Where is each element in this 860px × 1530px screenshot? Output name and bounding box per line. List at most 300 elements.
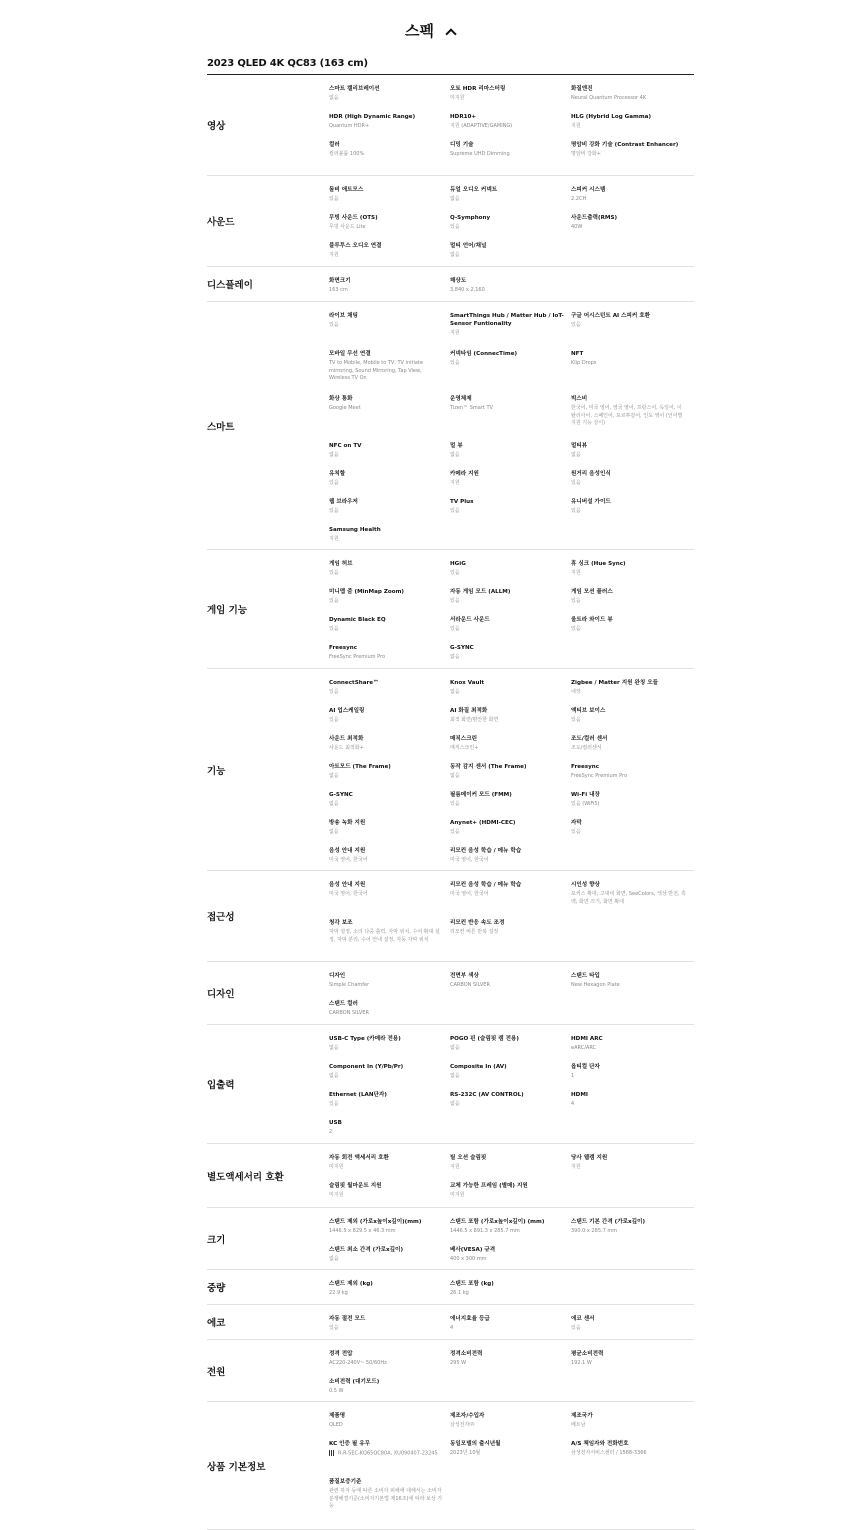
spec-value-text: 있음 (450, 508, 460, 514)
spec-item (450, 85, 565, 103)
spec-item (329, 919, 444, 944)
spec-value-text: 있음 (329, 1101, 339, 1107)
section-category: 영상 (207, 121, 226, 132)
spec-item (329, 588, 444, 606)
spec-value (571, 745, 686, 753)
spec-value (571, 801, 686, 809)
spec-label: 무빙 사운드 (OTS) (329, 215, 378, 221)
spec-item (329, 1350, 444, 1368)
spec-value-text: 있음 (571, 322, 581, 328)
spec-item (450, 560, 565, 578)
spec-value-text: 192.1 W (571, 1360, 592, 1366)
spec-value (450, 1325, 565, 1333)
spec-label: A/S 책임자와 전화번호 (571, 1441, 629, 1447)
spec-value (450, 570, 565, 578)
spec-value-text: 지원 (ADAPTIVE/GAMING) (450, 123, 513, 129)
spec-label: USB (329, 1120, 342, 1126)
spec-section (207, 550, 694, 669)
spec-value-text: 없음 (450, 196, 460, 202)
spec-item (329, 1280, 444, 1298)
spec-label: G-SYNC (329, 792, 353, 798)
spec-label: RS-232C (AV CONTROL) (450, 1092, 524, 1098)
spec-value (329, 1192, 444, 1200)
spec-label: 사운드 최적화 (329, 736, 364, 742)
spec-title: 스펙 (404, 22, 434, 40)
spec-item (329, 644, 444, 662)
spec-value-text: 26.1 kg (450, 1290, 469, 1296)
spec-value (450, 929, 565, 937)
spec-label: Knox Vault (450, 680, 485, 686)
spec-item (450, 442, 565, 460)
spec-value-text: FreeSync Premium Pro (329, 654, 386, 660)
spec-value-text: 없음 (329, 1073, 339, 1079)
spec-value-text: 미지원 (329, 1192, 344, 1198)
spec-item (329, 214, 444, 232)
spec-value-text: 390.0 x 285.7 mm (571, 1228, 618, 1234)
spec-value (450, 330, 565, 338)
spec-value-text: 있음 (571, 1325, 581, 1331)
spec-item (571, 141, 686, 159)
spec-value (571, 1450, 686, 1458)
spec-value-text: 관련 하자 등에 따른 소비자 피해에 대해서는 소비자분쟁해결기준(소비자기본법 제16조)에 따라 보상 가능 (329, 1488, 443, 1509)
spec-value (571, 322, 686, 330)
spec-value-text: 있음 (329, 480, 339, 486)
spec-label: 자막 (571, 820, 582, 826)
spec-label: 동작 감지 센서 (The Frame) (450, 764, 527, 770)
spec-value (571, 689, 686, 697)
spec-label: 화면크기 (329, 278, 351, 284)
section-category: 크기 (207, 1234, 226, 1246)
spec-label: 음성 안내 지원 (329, 882, 366, 888)
spec-value-text: 미지원 (329, 1164, 344, 1170)
spec-item (329, 350, 444, 383)
spec-item (329, 1315, 444, 1333)
spec-item (450, 644, 565, 662)
spec-value-text: 있음 (571, 626, 581, 632)
model-title: 2023 QLED 4K QC83 (163 cm) (207, 58, 368, 69)
spec-value-text: 컬러볼륨 100% (329, 151, 365, 157)
spec-value-text: 1446.5 x 891.3 x 285.7 mm (450, 1228, 520, 1234)
spec-label: 게임 모션 플러스 (571, 589, 613, 595)
spec-value (571, 224, 686, 232)
spec-label: 스탠드 포함 (가로x높이x깊이) (mm) (450, 1219, 545, 1225)
spec-label: 청각 보조 (329, 920, 353, 926)
spec-label: 화상 통화 (329, 396, 353, 402)
spec-item (571, 1035, 686, 1053)
spec-value (571, 717, 686, 725)
spec-label: 웹 브라우저 (329, 499, 358, 505)
spec-value (329, 1388, 444, 1396)
spec-item (450, 1246, 565, 1264)
spec-value (450, 480, 565, 488)
spec-item (329, 141, 444, 159)
spec-label: 디자인 (329, 973, 346, 979)
spec-value-text: eARC/ARC (571, 1045, 597, 1051)
spec-value-text: 리모컨 버튼 반복 설정 (450, 929, 499, 935)
spec-item (450, 350, 565, 368)
spec-value-text: R-R-SEC-KQ65QC80A, XU090407-23245 (338, 1450, 438, 1457)
section-category: 접근성 (207, 912, 235, 923)
spec-section (207, 75, 694, 176)
spec-item (450, 242, 565, 260)
spec-value-text: CARBON SILVER (450, 982, 490, 988)
spec-item (571, 1315, 686, 1333)
spec-value (450, 1422, 565, 1430)
chevron-up-icon[interactable] (445, 28, 456, 39)
spec-label: 제조자/수입자 (450, 1413, 485, 1419)
spec-value-text: 없음 (450, 252, 460, 258)
section-category: 디자인 (207, 989, 235, 1000)
spec-value-text: 미국 영어, 한국어 (450, 857, 489, 863)
spec-value (329, 745, 444, 753)
spec-value-text: 삼성전자서비스센터 / 1588-3366 (571, 1450, 647, 1456)
spec-value (329, 1129, 444, 1137)
spec-label: 멀티 언어/채널 (450, 243, 487, 249)
spec-label: 스피커 시스템 (571, 187, 606, 193)
spec-item (571, 186, 686, 204)
spec-item (571, 791, 686, 809)
spec-section (207, 1305, 694, 1340)
spec-value-text: 있음 (329, 689, 339, 695)
spec-value-text: 없음 (450, 773, 460, 779)
spec-label: 리모컨 음성 학습 / 메뉴 학습 (450, 882, 522, 888)
spec-label: 블루투스 오디오 연결 (329, 243, 382, 249)
spec-value (329, 1101, 444, 1109)
spec-label: NFC on TV (329, 443, 362, 449)
spec-item (450, 679, 565, 697)
section-category: 스마트 (207, 421, 235, 433)
spec-item (450, 1063, 565, 1081)
spec-item (450, 470, 565, 488)
spec-value (329, 829, 444, 837)
spec-section (207, 176, 694, 267)
section-category: 상품 기본정보 (207, 1461, 266, 1473)
section-category: 별도액세서리 호환 (207, 1171, 284, 1183)
spec-value (329, 322, 444, 330)
spec-value (329, 1360, 444, 1368)
spec-item (450, 113, 565, 131)
spec-label: 음성 안내 지원 (329, 848, 366, 854)
spec-item (450, 735, 565, 753)
spec-item (571, 881, 686, 906)
spec-value-text: 있음 (329, 1325, 339, 1331)
spec-label: HDR (High Dynamic Range) (329, 114, 416, 120)
spec-value-text: 0.5 W (329, 1388, 344, 1394)
spec-value (329, 1045, 444, 1053)
spec-value (450, 95, 565, 103)
spec-item (571, 498, 686, 516)
spec-label: 틸 오션 슬림핏 (450, 1155, 487, 1161)
spec-label: TV Plus (450, 499, 474, 505)
spec-item (329, 470, 444, 488)
spec-label: 모바일 무선 연결 (329, 351, 371, 357)
spec-item (329, 763, 444, 781)
spec-item (329, 395, 444, 413)
spec-value-text: 있음 (329, 598, 339, 604)
spec-value-text: 미국 영어, 한국어 (329, 891, 368, 897)
spec-value (571, 982, 686, 990)
spec-value (329, 123, 444, 131)
spec-item (329, 1119, 444, 1137)
spec-value (571, 360, 686, 368)
spec-label: 매직스크린 (450, 736, 478, 742)
spec-label: 자동 회전 액세서리 호환 (329, 1155, 389, 1161)
spec-value-text: 없음 (450, 689, 460, 695)
spec-value (450, 982, 565, 990)
spec-value (571, 1101, 686, 1109)
spec-section (207, 302, 694, 550)
spec-section (207, 1025, 694, 1144)
spec-item (571, 1063, 686, 1081)
spec-value-text: 있음 (329, 196, 339, 202)
spec-label: Zigbee / Matter 지원 완칭 오들 (571, 680, 659, 686)
spec-value (450, 1256, 565, 1264)
spec-item (329, 1246, 444, 1264)
section-category: 중량 (207, 1283, 226, 1294)
spec-value (450, 1045, 565, 1053)
spec-value-text: 있음 (571, 508, 581, 514)
spec-label: Ethernet (LAN단자) (329, 1092, 387, 1098)
spec-value-text: 2 (329, 1129, 333, 1135)
spec-value (450, 745, 565, 753)
spec-label: 유칙할 (329, 471, 346, 477)
spec-label: 커넥타임 (ConnecTime) (450, 351, 518, 357)
spec-label: Q-Symphony (450, 215, 491, 221)
spec-value-text: 2023년 10월 (450, 1450, 481, 1456)
spec-label: 디밍 기술 (450, 142, 474, 148)
spec-item (571, 470, 686, 488)
spec-label: 스마트 캘리브레이션 (329, 86, 380, 92)
spec-label: 화질엔진 (571, 86, 593, 92)
spec-item (450, 791, 565, 809)
spec-label: 미니맵 줌 (MinMap Zoom) (329, 589, 404, 595)
spec-value-text: 매직스크린+ (450, 745, 479, 751)
spec-label: SmartThings Hub / Matter Hub / IoT-Sensor Funtionality (450, 313, 564, 327)
spec-item (571, 85, 686, 103)
spec-label: 소비전력 (대기모드) (329, 1379, 380, 1385)
spec-label: 스탠드 제외 (kg) (329, 1281, 373, 1287)
spec-value (571, 1164, 686, 1172)
spec-label: AI 업스케일링 (329, 708, 365, 714)
spec-value-text: QLED (329, 1422, 343, 1428)
spec-value (329, 1010, 444, 1018)
spec-item (450, 919, 565, 937)
spec-value (329, 508, 444, 516)
spec-value-text: Simple Chamfer (329, 982, 370, 988)
spec-label: Composite In (AV) (450, 1064, 507, 1070)
spec-value (329, 252, 444, 260)
spec-value-text: 4 (571, 1101, 575, 1107)
spec-value (571, 196, 686, 204)
spec-value (329, 405, 444, 413)
spec-value-text: 3,840 x 2,160 (450, 287, 485, 293)
spec-value (329, 1290, 444, 1298)
section-category: 입출력 (207, 1080, 235, 1091)
spec-value (329, 891, 444, 899)
spec-label: 정격소비전력 (450, 1351, 483, 1357)
spec-item (571, 350, 686, 368)
spec-label: USB-C Type (카메라 전용) (329, 1036, 401, 1042)
spec-label: 조도/컬러 센서 (571, 736, 608, 742)
spec-item (571, 1091, 686, 1109)
spec-value (329, 626, 444, 634)
spec-value (450, 1192, 565, 1200)
spec-item (450, 1280, 565, 1298)
spec-label: NFT (571, 351, 584, 357)
spec-item (571, 735, 686, 753)
spec-label: 제조국가 (571, 1413, 593, 1419)
spec-value-text: 있음 (329, 508, 339, 514)
spec-section (207, 1270, 694, 1305)
spec-value-text: 있음 (571, 480, 581, 486)
spec-value (329, 452, 444, 460)
spec-value (329, 1422, 444, 1430)
spec-item (329, 972, 444, 990)
spec-label: 멀티뷰 (571, 443, 588, 449)
spec-item (329, 1182, 444, 1200)
spec-label: Component In (Y/Pb/Pr) (329, 1064, 404, 1070)
spec-value (450, 508, 565, 516)
spec-label: 에코 센서 (571, 1316, 595, 1322)
spec-label: 유니버설 가이드 (571, 499, 611, 505)
spec-item (571, 763, 686, 781)
spec-item (450, 972, 565, 990)
spec-item (329, 277, 444, 295)
spec-label: Anynet+ (HDMI-CEC) (450, 820, 516, 826)
spec-value (450, 1164, 565, 1172)
spec-value-text: 22.9 kg (329, 1290, 348, 1296)
spec-value (329, 570, 444, 578)
spec-value-text: 없음 (329, 801, 339, 807)
spec-value-text: 있음 (329, 717, 339, 723)
spec-value (571, 626, 686, 634)
spec-value (329, 95, 444, 103)
spec-item (571, 1154, 686, 1172)
spec-value-text: 없음 (329, 829, 339, 835)
spec-label: 컬러 (329, 142, 340, 148)
spec-section (207, 267, 694, 302)
spec-label: 운영체제 (450, 396, 472, 402)
spec-label: HDMI ARC (571, 1036, 603, 1042)
spec-header[interactable] (0, 20, 860, 41)
spec-item (450, 1315, 565, 1333)
spec-item (571, 560, 686, 578)
spec-label: 필름메이커 모드 (FMM) (450, 792, 512, 798)
spec-value-text: 1446.5 x 829.5 x 46.3 mm (329, 1228, 396, 1234)
spec-label: 품질보증기준 (329, 1479, 362, 1485)
spec-value (329, 480, 444, 488)
spec-value (450, 224, 565, 232)
spec-label: 제품명 (329, 1413, 346, 1419)
spec-item (329, 526, 444, 544)
spec-value (571, 452, 686, 460)
spec-value (329, 773, 444, 781)
spec-label: 베사(VESA) 규격 (450, 1247, 496, 1253)
spec-section (207, 1144, 694, 1208)
spec-value (450, 773, 565, 781)
spec-value-text: 있음 (571, 829, 581, 835)
spec-item (329, 560, 444, 578)
spec-value (329, 360, 444, 383)
section-category: 게임 기능 (207, 605, 248, 616)
spec-value-text: 40W (571, 224, 583, 230)
spec-value (450, 891, 565, 899)
spec-value (329, 654, 444, 662)
spec-value (450, 654, 565, 662)
spec-label: 사운드출력(RMS) (571, 215, 618, 221)
spec-item (329, 707, 444, 725)
spec-value-text: 있음 (329, 626, 339, 632)
spec-label: 아트모드 (The Frame) (329, 764, 391, 770)
spec-item (329, 847, 444, 865)
spec-label: 멀 뷰 (450, 443, 463, 449)
spec-label: Wi-Fi 내장 (571, 792, 600, 798)
spec-value-text: 한국어, 미국 영어, 영국 영어, 프랑스어, 독일어, 이탈리아어, 스페인어, 포르투갈어, 인도 영어 (언어별 지원 기능 상이) (571, 405, 683, 426)
spec-label: 스탠드 기본 간격 (가로x깊이) (571, 1219, 646, 1225)
spec-value-text: 없음 (329, 1045, 339, 1051)
spec-value-text: 지원 (329, 252, 339, 258)
spec-value-text: 400 x 300 mm (450, 1256, 487, 1262)
spec-value (450, 123, 565, 131)
spec-value (450, 1450, 565, 1458)
spec-label: 휴 싱크 (Hue Sync) (571, 561, 626, 567)
spec-value-text: 있음 (571, 717, 581, 723)
spec-item (450, 1440, 565, 1458)
spec-item (329, 85, 444, 103)
spec-value-text: 4 (450, 1325, 454, 1331)
spec-item (450, 847, 565, 865)
spec-item (329, 1035, 444, 1053)
spec-value-text: Tizen™ Smart TV (450, 405, 493, 411)
spec-label: 오토 HDR 리마스터링 (450, 86, 506, 92)
spec-label: 에너지효율 등급 (450, 1316, 490, 1322)
spec-item (450, 616, 565, 634)
spec-label: 슬림핏 월마운트 지원 (329, 1183, 382, 1189)
spec-section (207, 1340, 694, 1402)
spec-item (571, 113, 686, 131)
spec-value (571, 598, 686, 606)
spec-item (450, 395, 565, 413)
spec-value (450, 717, 565, 725)
spec-value (571, 95, 686, 103)
spec-value (450, 196, 565, 204)
spec-value-text: 있음 (450, 224, 460, 230)
spec-value (329, 1228, 444, 1236)
section-category: 기능 (207, 765, 226, 777)
spec-value-text: 없음 (329, 95, 339, 101)
spec-item (571, 679, 686, 697)
spec-value (329, 1164, 444, 1172)
spec-item (571, 1350, 686, 1368)
spec-label: Freesync (571, 764, 600, 770)
spec-label: 평균소비전력 (571, 1351, 604, 1357)
spec-value (450, 1228, 565, 1236)
spec-value-text: 있음 (WiFi5) (571, 801, 600, 807)
spec-label: 동일모델의 출시년월 (450, 1441, 501, 1447)
spec-value-text: CARBON SILVER (329, 1010, 369, 1016)
spec-value (329, 801, 444, 809)
spec-item (450, 214, 565, 232)
spec-value-text: 미지원 (450, 1192, 465, 1198)
spec-value (329, 717, 444, 725)
spec-item (329, 1000, 444, 1018)
spec-label: 액티브 보이스 (571, 708, 606, 714)
spec-section (207, 871, 694, 962)
spec-value-text: 지원 (571, 1164, 581, 1170)
spec-item (329, 442, 444, 460)
spec-value (329, 1073, 444, 1081)
spec-value-text: 없음 (450, 452, 460, 458)
